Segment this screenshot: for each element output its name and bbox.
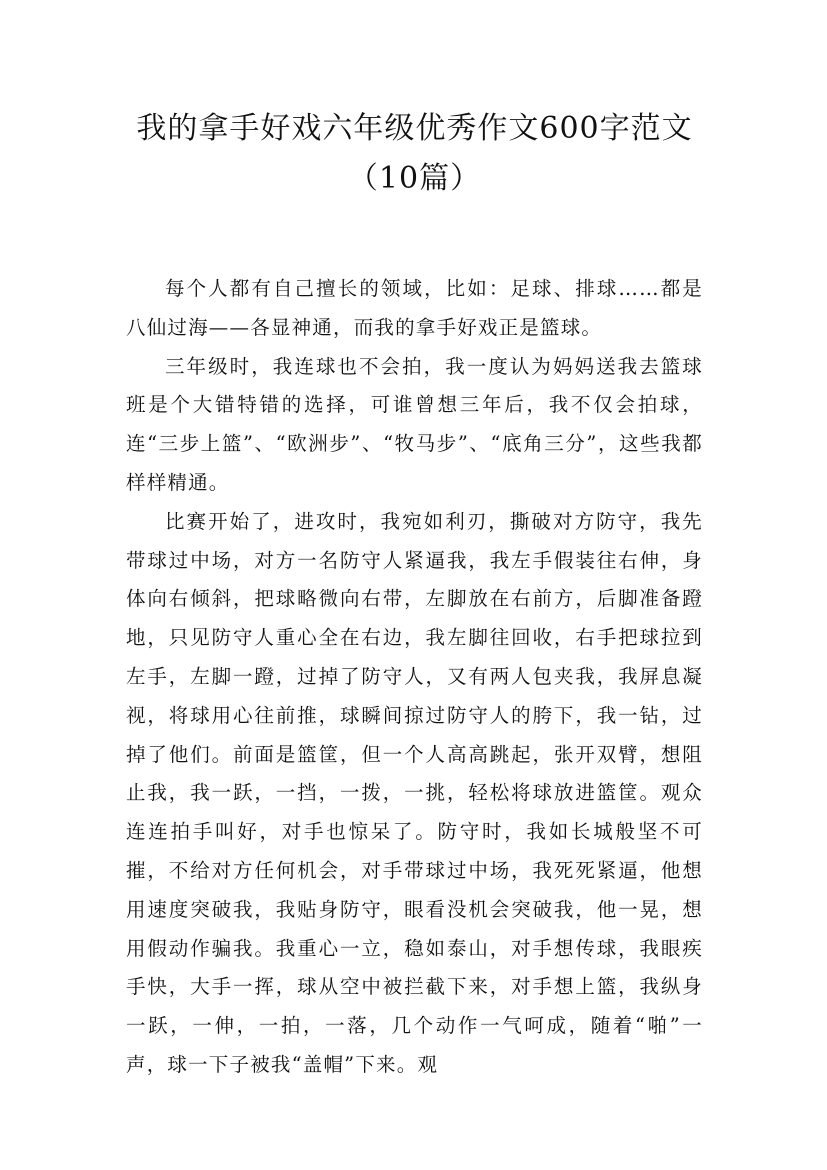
paragraph-3: 比赛开始了，进攻时，我宛如利刃，撕破对方防守，我先带球过中场，对方一名防守人紧逼我，我左手假装往右伸，身体向右倾斜，把球略微向右带，左脚放在右前方，后脚准备蹬地，只见防守人重心全在右边，我左脚往回收，右手把球拉到左手，左脚一蹬，过掉了防守人，又有两人包夹我，我屏息凝视，将球用心往前推，球瞬间掠过防守人的胯下，我一钻，过掉了他们。前面是篮筐，但一个人高高跳起，张开双臂，想阻止我，我一跃，一挡，一拨，一挑，轻松将球放进篮筐。观众连连拍手叫好，对手也惊呆了。防守时，我如长城般坚不可摧，不给对方任何机会，对手带球过中场，我死死紧逼，他想用速度突破我，我贴身防守，眼看没机会突破我，他一晃，想用假动作骗我。我重心一立，稳如泰山，对手想传球，我眼疾手快，大手一挥，球从空中被拦截下来，对手想上篮，我纵身一跃，一伸，一拍，一落，几个动作一气呵成，随着“啪”一声，球一下子被我“盖帽”下来。观 (126, 509, 703, 1076)
paragraph-2: 三年级时，我连球也不会拍，我一度认为妈妈送我去篮球班是个大错特错的选择，可谁曾想三年后，我不仅会拍球，连“三步上篮”、“欧洲步”、“牧马步”、“底角三分”，这些我都样样精通。 (126, 354, 703, 494)
document-title (126, 104, 703, 204)
document-body (126, 270, 703, 1085)
title-line-1: 我的拿手好戏六年级优秀作文600字范文 (136, 111, 693, 146)
title-line-2: （10篇） (347, 161, 482, 196)
paragraph-1: 每个人都有自己擅长的领域，比如：足球、排球……都是八仙过海——各显神通，而我的拿手好戏正是篮球。 (126, 277, 703, 339)
